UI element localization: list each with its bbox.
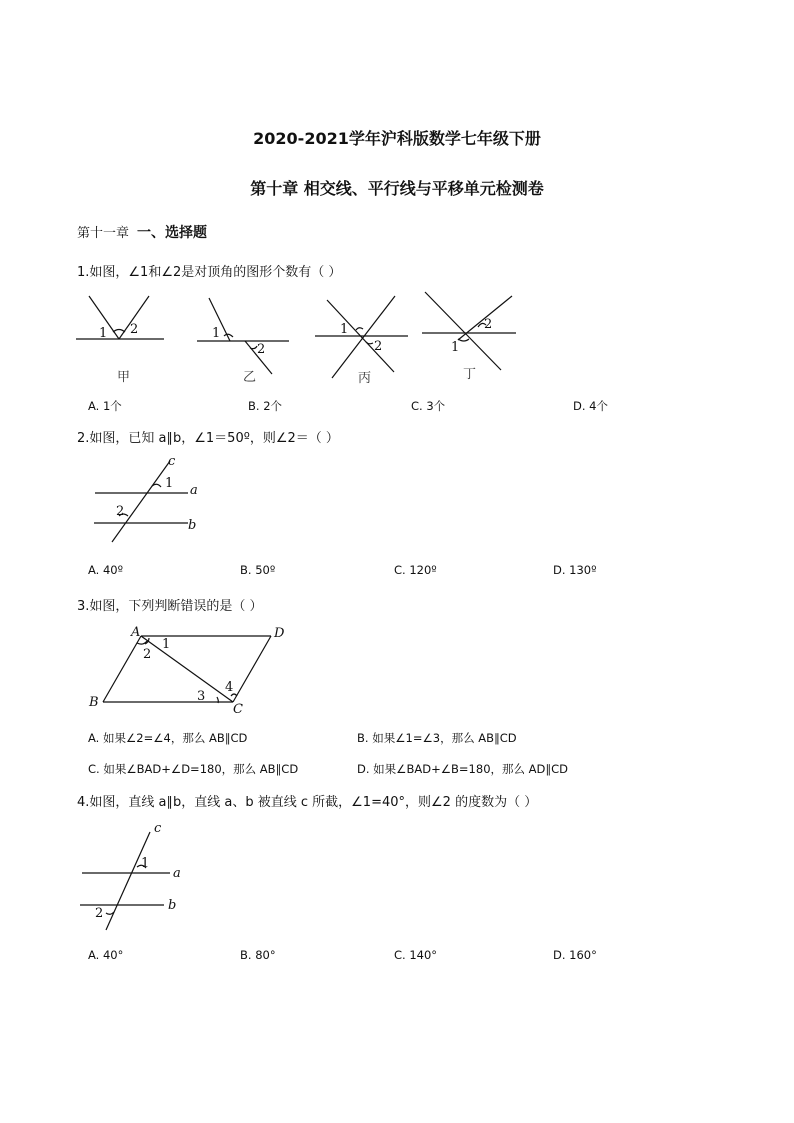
q1-yi-angle-1: 1	[212, 326, 221, 341]
q1-option-a[interactable]: A. 1个	[88, 399, 122, 413]
question-2-stem: 2.如图，已知 a∥b，∠1＝50º，则∠2＝（ ）	[77, 431, 339, 446]
q2-option-c[interactable]: C. 120º	[394, 563, 437, 577]
q3-option-c[interactable]: C. 如果∠BAD+∠D=180，那么 AB∥CD	[88, 762, 299, 776]
q3-angle-3: 3	[197, 689, 206, 704]
question-3-stem: 3.如图，下列判断错误的是（ ）	[77, 599, 263, 614]
q3-point-c: C	[233, 702, 243, 717]
q2-option-a[interactable]: A. 40º	[88, 563, 124, 577]
page-subtitle: 第十章 相交线、平行线与平移单元检测卷	[250, 179, 544, 198]
q2-line-c: c	[168, 454, 176, 469]
q1-jia-angle-1: 1	[99, 326, 108, 341]
q1-caption-ding: 丁	[463, 367, 477, 382]
q1-caption-yi: 乙	[243, 370, 257, 385]
chapter-label: 第十一章	[77, 226, 130, 241]
q3-option-b[interactable]: B. 如果∠1=∠3，那么 AB∥CD	[357, 731, 517, 745]
page-title: 2020-2021学年沪科版数学七年级下册	[253, 129, 541, 148]
q3-option-a[interactable]: A. 如果∠2=∠4，那么 AB∥CD	[88, 731, 248, 745]
q1-option-d[interactable]: D. 4个	[573, 399, 608, 413]
section-heading	[77, 222, 207, 242]
q1-jia-angle-2: 2	[130, 322, 139, 337]
q4-option-d[interactable]: D. 160°	[553, 948, 597, 962]
q4-line-a: a	[173, 866, 181, 881]
q4-option-b[interactable]: B. 80°	[240, 948, 276, 962]
q3-point-d: D	[274, 626, 285, 641]
q1-caption-jia: 甲	[117, 370, 131, 385]
q4-line-c: c	[154, 821, 162, 836]
q3-angle-4: 4	[225, 680, 234, 695]
q1-figure-yi	[192, 292, 297, 377]
q2-option-b[interactable]: B. 50º	[240, 563, 276, 577]
q1-ding-angle-1: 1	[451, 340, 460, 355]
q4-figure	[78, 818, 193, 933]
q1-option-b[interactable]: B. 2个	[248, 399, 283, 413]
q3-angle-2: 2	[143, 647, 152, 662]
q1-caption-bing: 丙	[358, 371, 372, 386]
q2-line-a: a	[190, 483, 198, 498]
q3-point-a: A	[131, 625, 141, 640]
q4-option-a[interactable]: A. 40°	[88, 948, 124, 962]
q3-figure	[85, 622, 295, 717]
q4-option-c[interactable]: C. 140°	[394, 948, 438, 962]
q1-ding-angle-2: 2	[484, 317, 493, 332]
q4-angle-2: 2	[95, 906, 104, 921]
q3-angle-1: 1	[162, 637, 171, 652]
question-4-stem: 4.如图，直线 a∥b，直线 a、b 被直线 c 所截，∠1=40°，则∠2 的度数为（ ）	[77, 795, 538, 810]
q4-line-b: b	[168, 898, 177, 913]
q1-figure-jia	[72, 292, 167, 352]
q2-line-b: b	[188, 518, 197, 533]
q2-option-d[interactable]: D. 130º	[553, 563, 597, 577]
q1-bing-angle-1: 1	[340, 322, 349, 337]
q1-option-c[interactable]: C. 3个	[411, 399, 446, 413]
q4-angle-1: 1	[141, 856, 150, 871]
q3-option-d[interactable]: D. 如果∠BAD+∠B=180，那么 AD∥CD	[357, 762, 569, 776]
q2-angle-1: 1	[165, 476, 174, 491]
q2-angle-2: 2	[116, 504, 125, 519]
q1-yi-angle-2: 2	[257, 342, 266, 357]
q1-figure-ding	[418, 290, 518, 370]
q3-point-b: B	[89, 695, 99, 710]
q1-bing-angle-2: 2	[374, 339, 383, 354]
q2-figure	[90, 452, 215, 547]
section-name: 一、选择题	[137, 225, 208, 241]
question-1-stem: 1.如图，∠1和∠2是对顶角的图形个数有（ ）	[77, 265, 342, 280]
